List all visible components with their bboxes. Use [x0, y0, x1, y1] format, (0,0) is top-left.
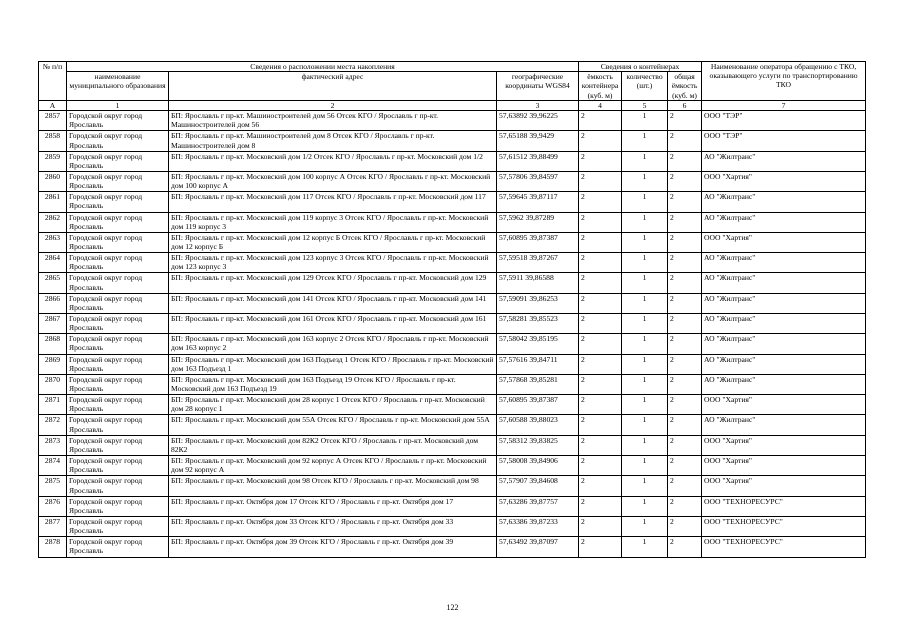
table-row	[39, 273, 866, 293]
row-number: 2876	[39, 496, 67, 516]
capacity-cell: 2	[579, 253, 622, 273]
total-cell: 2	[668, 476, 702, 496]
capacity-cell: 2	[579, 273, 622, 293]
operator-cell: АО "Жилтранс"	[702, 313, 866, 333]
coords-cell: 57,57868 39,85281	[497, 374, 579, 394]
row-number: 2871	[39, 395, 67, 415]
table-row	[39, 354, 866, 374]
total-cell: 2	[668, 415, 702, 435]
capacity-cell: 2	[579, 395, 622, 415]
address-cell: БП: Ярославль г пр-кт. Октября дом 39 Отсек КГО / Ярославль г пр-кт. Октября дом 39	[169, 537, 497, 557]
row-number: 2857	[39, 111, 67, 131]
quantity-cell: 1	[622, 435, 668, 455]
address-cell: БП: Ярославль г пр-кт. Московский дом 119 корпус 3 Отсек КГО / Ярославль г пр-кт. Московский дом 119 корпус 3	[169, 212, 497, 232]
operator-cell: АО "Жилтранс"	[702, 151, 866, 171]
operator-cell: ООО "Хартия"	[702, 435, 866, 455]
table-row	[39, 131, 866, 151]
operator-cell: АО "Жилтранс"	[702, 334, 866, 354]
table-row	[39, 476, 866, 496]
municipality-cell: Городской округ город Ярославль	[67, 131, 169, 151]
municipality-cell: Городской округ город Ярославль	[67, 374, 169, 394]
capacity-cell: 2	[579, 131, 622, 151]
address-cell: БП: Ярославль г пр-кт. Московский дом 141 Отсек КГО / Ярославль г пр-кт. Московский дом 141	[169, 293, 497, 313]
quantity-cell: 1	[622, 192, 668, 212]
row-number: 2872	[39, 415, 67, 435]
capacity-cell: 2	[579, 456, 622, 476]
table-row	[39, 496, 866, 516]
total-cell: 2	[668, 313, 702, 333]
address-cell: БП: Ярославль г пр-кт. Октября дом 33 Отсек КГО / Ярославль г пр-кт. Октября дом 33	[169, 516, 497, 536]
row-number: 2864	[39, 253, 67, 273]
coords-cell: 57,59091 39,86253	[497, 293, 579, 313]
address-cell: БП: Ярославль г пр-кт. Московский дом 12 корпус Б Отсек КГО / Ярославль г пр-кт. Московский дом 12 корпус Б	[169, 232, 497, 252]
total-cell: 2	[668, 456, 702, 476]
municipality-cell: Городской округ город Ярославль	[67, 293, 169, 313]
total-cell: 2	[668, 435, 702, 455]
capacity-cell: 2	[579, 232, 622, 252]
row-number: 2868	[39, 334, 67, 354]
total-cell: 2	[668, 212, 702, 232]
quantity-cell: 1	[622, 293, 668, 313]
table-row	[39, 151, 866, 171]
table-row	[39, 293, 866, 313]
row-number: 2869	[39, 354, 67, 374]
coords-cell: 57,5911 39,86588	[497, 273, 579, 293]
coords-cell: 57,58042 39,85195	[497, 334, 579, 354]
index-cell: 4	[579, 100, 622, 110]
table-row	[39, 232, 866, 252]
address-cell: БП: Ярославль г пр-кт. Московский дом 123 корпус 3 Отсек КГО / Ярославль г пр-кт. Московский дом 123 корпус 3	[169, 253, 497, 273]
address-cell: БП: Ярославль г пр-кт. Московский дом 92 корпус А Отсек КГО / Ярославль г пр-кт. Московский дом 92 корпус А	[169, 456, 497, 476]
coords-cell: 57,59518 39,87267	[497, 253, 579, 273]
row-number: 2860	[39, 171, 67, 191]
operator-cell: ООО "Хартия"	[702, 395, 866, 415]
table-row	[39, 374, 866, 394]
capacity-cell: 2	[579, 516, 622, 536]
address-cell: БП: Ярославль г пр-кт. Машиностроителей дом 8 Отсек КГО / Ярославль г пр-кт. Машиностроителей дом 8	[169, 131, 497, 151]
quantity-cell: 1	[622, 232, 668, 252]
address-cell: БП: Ярославль г пр-кт. Московский дом 129 Отсек КГО / Ярославль г пр-кт. Московский дом 129	[169, 273, 497, 293]
header-capacity: ёмкость контейнера (куб. м)	[579, 72, 622, 101]
coords-cell: 57,65188 39,9429	[497, 131, 579, 151]
quantity-cell: 1	[622, 131, 668, 151]
municipality-cell: Городской округ город Ярославль	[67, 151, 169, 171]
capacity-cell: 2	[579, 293, 622, 313]
municipality-cell: Городской округ город Ярославль	[67, 415, 169, 435]
header-index-row	[39, 100, 866, 110]
quantity-cell: 1	[622, 537, 668, 557]
coords-cell: 57,63492 39,87097	[497, 537, 579, 557]
table-body	[39, 111, 866, 558]
coords-cell: 57,58312 39,83825	[497, 435, 579, 455]
capacity-cell: 2	[579, 496, 622, 516]
header-row-group	[39, 62, 866, 72]
header-containers-group: Сведения о контейнерах	[579, 62, 702, 72]
index-cell: 2	[169, 100, 497, 110]
operator-cell: ООО "ТЭР"	[702, 111, 866, 131]
header-operator: Наименование оператора обращению с ТКО, оказывающего услуги по транспортированию ТКО	[702, 62, 866, 101]
capacity-cell: 2	[579, 171, 622, 191]
capacity-cell: 2	[579, 435, 622, 455]
address-cell: БП: Ярославль г пр-кт. Московский дом 161 Отсек КГО / Ярославль г пр-кт. Московский дом 161	[169, 313, 497, 333]
operator-cell: АО "Жилтранс"	[702, 253, 866, 273]
header-quantity: количество (шт.)	[622, 72, 668, 101]
municipality-cell: Городской округ город Ярославль	[67, 537, 169, 557]
quantity-cell: 1	[622, 111, 668, 131]
capacity-cell: 2	[579, 212, 622, 232]
index-cell: 7	[702, 100, 866, 110]
operator-cell: АО "Жилтранс"	[702, 374, 866, 394]
table-row	[39, 395, 866, 415]
table-row	[39, 212, 866, 232]
total-cell: 2	[668, 171, 702, 191]
coords-cell: 57,57806 39,84597	[497, 171, 579, 191]
header-coords: географические координаты WGS84	[497, 72, 579, 101]
quantity-cell: 1	[622, 496, 668, 516]
operator-cell: АО "Жилтранс"	[702, 212, 866, 232]
coords-cell: 57,60895 39,87387	[497, 232, 579, 252]
capacity-cell: 2	[579, 192, 622, 212]
row-number: 2862	[39, 212, 67, 232]
quantity-cell: 1	[622, 334, 668, 354]
municipality-cell: Городской округ город Ярославль	[67, 395, 169, 415]
total-cell: 2	[668, 253, 702, 273]
address-cell: БП: Ярославль г пр-кт. Московский дом 117 Отсек КГО / Ярославль г пр-кт. Московский дом 117	[169, 192, 497, 212]
address-cell: БП: Ярославль г пр-кт. Московский дом 28 корпус 1 Отсек КГО / Ярославль г пр-кт. Московский дом 28 корпус 1	[169, 395, 497, 415]
table-row	[39, 537, 866, 557]
table-row	[39, 171, 866, 191]
municipality-cell: Городской округ город Ярославль	[67, 313, 169, 333]
coords-cell: 57,60895 39,87387	[497, 395, 579, 415]
municipality-cell: Городской округ город Ярославль	[67, 435, 169, 455]
row-number: 2863	[39, 232, 67, 252]
table-row	[39, 111, 866, 131]
page-number: 122	[446, 603, 459, 612]
table-row	[39, 435, 866, 455]
coords-cell: 57,5962 39,87289	[497, 212, 579, 232]
operator-cell: АО "Жилтранс"	[702, 192, 866, 212]
quantity-cell: 1	[622, 354, 668, 374]
total-cell: 2	[668, 151, 702, 171]
quantity-cell: 1	[622, 415, 668, 435]
coords-cell: 57,60588 39,88023	[497, 415, 579, 435]
operator-cell: ООО "ТЕХНОРЕСУРС"	[702, 537, 866, 557]
coords-cell: 57,58281 39,85523	[497, 313, 579, 333]
header-total: общая ёмкость (куб. м)	[668, 72, 702, 101]
capacity-cell: 2	[579, 476, 622, 496]
municipality-cell: Городской округ город Ярославль	[67, 334, 169, 354]
row-number: 2877	[39, 516, 67, 536]
operator-cell: ООО "ТЕХНОРЕСУРС"	[702, 496, 866, 516]
total-cell: 2	[668, 293, 702, 313]
row-number: 2867	[39, 313, 67, 333]
coords-cell: 57,63286 39,87757	[497, 496, 579, 516]
municipality-cell: Городской округ город Ярославль	[67, 456, 169, 476]
total-cell: 2	[668, 111, 702, 131]
operator-cell: ООО "Хартия"	[702, 456, 866, 476]
quantity-cell: 1	[622, 253, 668, 273]
table-row	[39, 334, 866, 354]
quantity-cell: 1	[622, 374, 668, 394]
quantity-cell: 1	[622, 456, 668, 476]
index-cell: А	[39, 100, 67, 110]
table-row	[39, 415, 866, 435]
address-cell: БП: Ярославль г пр-кт. Октября дом 17 Отсек КГО / Ярославль г пр-кт. Октября дом 17	[169, 496, 497, 516]
capacity-cell: 2	[579, 374, 622, 394]
municipality-cell: Городской округ город Ярославль	[67, 496, 169, 516]
operator-cell: АО "Жилтранс"	[702, 273, 866, 293]
municipality-cell: Городской округ город Ярославль	[67, 354, 169, 374]
total-cell: 2	[668, 537, 702, 557]
municipality-cell: Городской округ город Ярославль	[67, 516, 169, 536]
index-cell: 1	[67, 100, 169, 110]
municipality-cell: Городской округ город Ярославль	[67, 111, 169, 131]
total-cell: 2	[668, 131, 702, 151]
total-cell: 2	[668, 273, 702, 293]
quantity-cell: 1	[622, 395, 668, 415]
municipality-cell: Городской округ город Ярославль	[67, 232, 169, 252]
capacity-cell: 2	[579, 415, 622, 435]
row-number: 2875	[39, 476, 67, 496]
quantity-cell: 1	[622, 313, 668, 333]
quantity-cell: 1	[622, 273, 668, 293]
municipality-cell: Городской округ город Ярославль	[67, 273, 169, 293]
capacity-cell: 2	[579, 537, 622, 557]
table-row	[39, 192, 866, 212]
coords-cell: 57,59645 39,87117	[497, 192, 579, 212]
municipality-cell: Городской округ город Ярославль	[67, 171, 169, 191]
row-number: 2865	[39, 273, 67, 293]
address-cell: БП: Ярославль г пр-кт. Машиностроителей дом 56 Отсек КГО / Ярославль г пр-кт. Машиностроителей дом 56	[169, 111, 497, 131]
coords-cell: 57,58008 39,84906	[497, 456, 579, 476]
row-number: 2873	[39, 435, 67, 455]
capacity-cell: 2	[579, 111, 622, 131]
municipality-cell: Городской округ город Ярославль	[67, 253, 169, 273]
table-row	[39, 516, 866, 536]
address-cell: БП: Ярославль г пр-кт. Московский дом 1/2 Отсек КГО / Ярославль г пр-кт. Московский дом 1/2	[169, 151, 497, 171]
coords-cell: 57,63892 39,96225	[497, 111, 579, 131]
quantity-cell: 1	[622, 516, 668, 536]
coords-cell: 57,63386 39,87233	[497, 516, 579, 536]
operator-cell: АО "Жилтранс"	[702, 354, 866, 374]
address-cell: БП: Ярославль г пр-кт. Московский дом 163 Подъезд 1 Отсек КГО / Ярославль г пр-кт. Московский дом 163 Подъезд 1	[169, 354, 497, 374]
total-cell: 2	[668, 374, 702, 394]
operator-cell: АО "Жилтранс"	[702, 293, 866, 313]
capacity-cell: 2	[579, 334, 622, 354]
municipality-cell: Городской округ город Ярославль	[67, 212, 169, 232]
quantity-cell: 1	[622, 212, 668, 232]
row-number: 2859	[39, 151, 67, 171]
capacity-cell: 2	[579, 151, 622, 171]
row-number: 2866	[39, 293, 67, 313]
municipality-cell: Городской округ город Ярославль	[67, 476, 169, 496]
operator-cell: ООО "Хартия"	[702, 232, 866, 252]
operator-cell: АО "Жилтранс"	[702, 415, 866, 435]
total-cell: 2	[668, 395, 702, 415]
coords-cell: 57,57616 39,84711	[497, 354, 579, 374]
address-cell: БП: Ярославль г пр-кт. Московский дом 98 Отсек КГО / Ярославль г пр-кт. Московский дом 98	[169, 476, 497, 496]
register-table	[38, 61, 866, 558]
address-cell: БП: Ярославль г пр-кт. Московский дом 163 корпус 2 Отсек КГО / Ярославль г пр-кт. Московский дом 163 корпус 2	[169, 334, 497, 354]
total-cell: 2	[668, 192, 702, 212]
quantity-cell: 1	[622, 151, 668, 171]
quantity-cell: 1	[622, 476, 668, 496]
address-cell: БП: Ярославль г пр-кт. Московский дом 82К2 Отсек КГО / Ярославль г пр-кт. Московский дом 82К2	[169, 435, 497, 455]
row-number: 2858	[39, 131, 67, 151]
row-number: 2874	[39, 456, 67, 476]
municipality-cell: Городской округ город Ярославль	[67, 192, 169, 212]
table-row	[39, 313, 866, 333]
header-location-group: Сведения о расположении места накопления	[67, 62, 579, 72]
quantity-cell: 1	[622, 171, 668, 191]
total-cell: 2	[668, 496, 702, 516]
index-cell: 5	[622, 100, 668, 110]
capacity-cell: 2	[579, 354, 622, 374]
operator-cell: ООО "ТЕХНОРЕСУРС"	[702, 516, 866, 536]
total-cell: 2	[668, 232, 702, 252]
address-cell: БП: Ярославль г пр-кт. Московский дом 55А Отсек КГО / Ярославль г пр-кт. Московский дом 55А	[169, 415, 497, 435]
coords-cell: 57,61512 39,88499	[497, 151, 579, 171]
address-cell: БП: Ярославль г пр-кт. Московский дом 163 Подъезд 19 Отсек КГО / Ярославль г пр-кт. Московский дом 163 Подъезд 19	[169, 374, 497, 394]
capacity-cell: 2	[579, 313, 622, 333]
total-cell: 2	[668, 334, 702, 354]
row-number: 2878	[39, 537, 67, 557]
operator-cell: ООО "ТЭР"	[702, 131, 866, 151]
index-cell: 3	[497, 100, 579, 110]
header-municipality: наименование муниципального образования	[67, 72, 169, 101]
row-number: 2861	[39, 192, 67, 212]
coords-cell: 57,57907 39,84608	[497, 476, 579, 496]
table-row	[39, 253, 866, 273]
address-cell: БП: Ярославль г пр-кт. Московский дом 100 корпус А Отсек КГО / Ярославль г пр-кт. Московский дом 100 корпус А	[169, 171, 497, 191]
row-number: 2870	[39, 374, 67, 394]
operator-cell: ООО "Хартия"	[702, 476, 866, 496]
header-num: № п/п	[39, 62, 67, 101]
operator-cell: ООО "Хартия"	[702, 171, 866, 191]
table-row	[39, 456, 866, 476]
total-cell: 2	[668, 354, 702, 374]
total-cell: 2	[668, 516, 702, 536]
header-address: фактический адрес	[169, 72, 497, 101]
index-cell: 6	[668, 100, 702, 110]
